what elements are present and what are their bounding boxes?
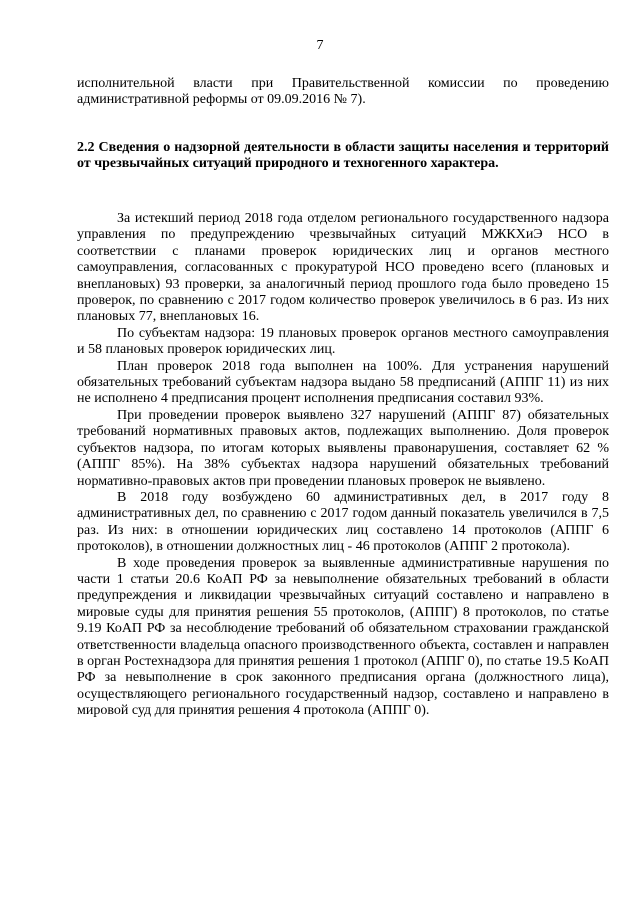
body-paragraph: План проверок 2018 года выполнен на 100%. Для устранения нарушений обязательных требований субъектам надзора выдано 58 предписаний (АППГ 11) из них не исполнено 4 предписания процент исполнения предписания составил 93%. [77, 358, 609, 407]
page-number: 7 [316, 38, 324, 53]
section-heading: 2.2 Сведения о надзорной деятельности в области защиты населения и территорий от чрезвычайных ситуаций природного и техногенного характера. [77, 140, 609, 172]
body-paragraph: В 2018 году возбуждено 60 административных дел, в 2017 году 8 административных дел, по сравнению с 2017 годом данный показатель увеличился в 7,5 раз. Из них: в отношении юридических лиц составлено 14 протоколов (АППГ 6 протоколов), в отношении должностных лиц - 46 протоколов (АППГ 2 протокола). [77, 489, 609, 555]
body-paragraph: В ходе проведения проверок за выявленные административные нарушения по части 1 статьи 20.6 КоАП РФ за невыполнение обязательных требований в области предупреждения и ликвидации чрезвычайных ситуаций составлено и направлено в мировые суды для принятия решения 55 протоколов, (АППГ) 8 протоколов, по статье 9.19 КоАП РФ за несоблюдение требований об обязательном страховании гражданской ответственности владельца опасного производственного объекта, составлен и направлен в орган Ростехнадзора для принятия решения 1 протокол (АППГ 0), по статье 19.5 КоАП РФ за невыполнение в срок законного предписания органа (должностного лица), осуществляющего регионального государственный надзор, составлено и направлено в мировой суд для принятия решения 4 протокола (АППГ 0). [77, 555, 609, 719]
body-paragraph: За истекший период 2018 года отделом регионального государственного надзора управления по предупреждению чрезвычайных ситуаций МЖКХиЭ НСО в соответствии с планами проверок юридических лиц и органов местного самоуправления, согласованных с прокуратурой НСО проведено всего (плановых и внеплановых) 93 проверки, за аналогичный период прошлого года было проведено 15 проверок, по сравнению с 2017 годом количество проверок увеличилось в 6 раз. Из них плановых 77, внеплановых 16. [77, 211, 609, 325]
section-body [77, 211, 609, 720]
body-paragraph: При проведении проверок выявлено 327 нарушений (АППГ 87) обязательных требований нормативных правовых актов, подлежащих выполнению. Доля проверок субъектов надзора, по итогам которых выявлены правонарушения, составляет 62 % (АППГ 85%). На 38% субъектах надзора нарушений обязательных требований нормативно-правовых актов при проведении плановых проверок не выявлено. [77, 407, 609, 489]
intro-paragraph: исполнительной власти при Правительственной комиссии по проведению административной реформы от 09.09.2016 № 7). [77, 76, 609, 108]
body-paragraph: По субъектам надзора: 19 плановых проверок органов местного самоуправления и 58 плановых проверок юридических лиц. [77, 325, 609, 358]
